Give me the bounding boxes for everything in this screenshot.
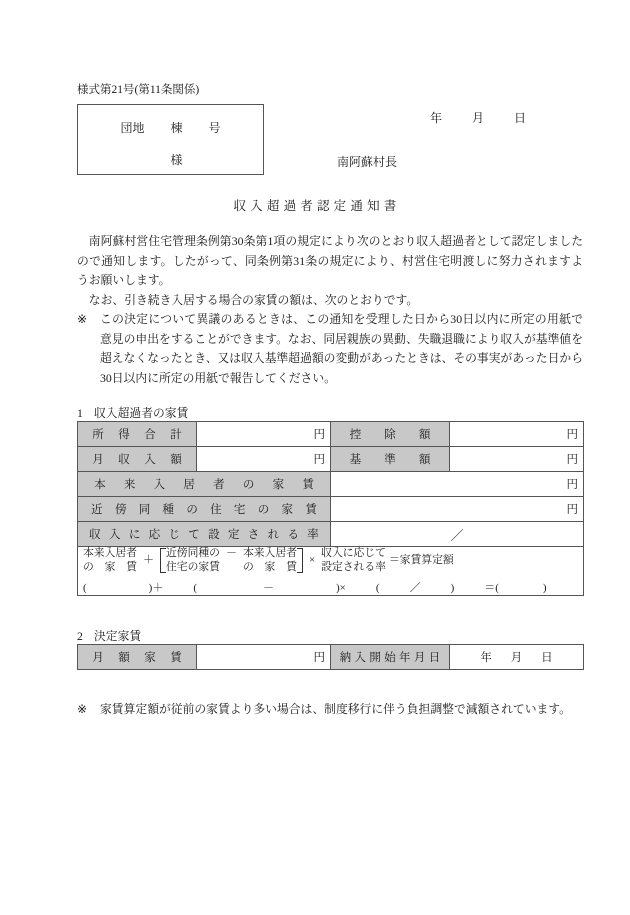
label-payment-start-date	[331, 645, 450, 670]
paren-1-open: (	[83, 582, 87, 594]
term-original-rent	[83, 547, 137, 574]
determined-rent-table	[77, 644, 584, 670]
operator-times: ×	[308, 553, 316, 566]
cell-char: の	[242, 479, 255, 491]
term-line-2: の 家 賃	[242, 560, 297, 573]
formula-blank-entry-line[interactable]	[83, 579, 578, 595]
input-total-income[interactable]: 円	[197, 422, 331, 447]
operator-plus: ＋	[142, 553, 154, 566]
term-original-rent-2	[243, 547, 297, 574]
section2-number: 2	[77, 629, 83, 643]
section2-title: 決定家賃	[94, 629, 142, 643]
cell-char: 宅	[233, 504, 246, 516]
term-line-1: 収入に応じて	[321, 547, 386, 559]
label-standard-amount	[331, 447, 450, 472]
rate-slash-icon: ／	[409, 582, 421, 594]
input-payment-start-date[interactable]	[450, 645, 584, 670]
payment-day-label: 日	[541, 652, 553, 664]
cell-char: る	[287, 529, 299, 541]
cell-char: 日	[428, 652, 441, 664]
cell-char: 来	[123, 479, 136, 491]
payment-month-label: 月	[510, 652, 523, 664]
cell-char: 年	[399, 652, 411, 664]
section2-heading	[77, 627, 141, 644]
cell-char: れ	[267, 529, 280, 541]
table-row	[78, 547, 584, 596]
addressee-honorific: 様	[170, 153, 183, 167]
label-total-income	[78, 422, 197, 447]
cell-char: 収	[89, 529, 101, 541]
cell-char: 種	[162, 504, 175, 516]
section1-heading	[77, 404, 188, 421]
table-row	[78, 472, 584, 497]
term-line-1: 本来入居者	[242, 547, 297, 559]
cell-char: 入	[354, 652, 367, 664]
cell-char: さ	[247, 529, 260, 541]
danchi-label: 団地	[120, 121, 145, 135]
notice-mark-icon: ※	[77, 312, 87, 326]
label-deduction-amount	[331, 422, 450, 447]
form-number: 様式第21号(第11条関係)	[77, 84, 200, 96]
cell-char: 賃	[170, 652, 182, 664]
label-original-resident-rent	[78, 472, 331, 497]
notice-block	[77, 310, 583, 388]
cell-char: 額	[170, 454, 182, 466]
body-paragraph-2: なお、引き続き入居する場合の家賃の額は、次のとおりです。	[88, 292, 419, 307]
cell-char: の	[186, 504, 198, 516]
date-day-label: 日	[514, 111, 527, 125]
footer-note-text: 家賃算定額が従前の家賃より多い場合は、制度移行に伴う負担調整で減額されています。	[100, 702, 571, 716]
cell-char: 本	[94, 479, 106, 491]
cell-char: 月	[413, 652, 426, 664]
footer-note	[77, 700, 583, 720]
table-row	[78, 522, 584, 547]
cell-char: 所	[92, 429, 104, 441]
cell-char: 入	[108, 529, 121, 541]
input-monthly-rent[interactable]: 円	[197, 645, 331, 670]
term-comparable-rent	[166, 547, 220, 574]
equals-open: ＝(	[484, 582, 499, 594]
rent-calculation-formula	[78, 547, 584, 596]
cell-char: 居	[183, 479, 195, 491]
paren-1-close: )＋	[148, 582, 164, 594]
cell-char: じ	[168, 529, 180, 541]
date-line	[430, 109, 526, 126]
term-line-1: 本来入居者	[83, 547, 137, 559]
operator-minus: －	[225, 547, 237, 559]
cell-char: 合	[144, 429, 156, 441]
date-year-label: 年	[430, 111, 443, 125]
building-label: 棟	[170, 121, 183, 135]
term-line-2: 設定される率	[321, 560, 386, 573]
cell-char: 得	[118, 429, 130, 441]
table-row	[78, 645, 584, 670]
cell-char: 納	[339, 652, 352, 664]
cell-char: 定	[227, 529, 240, 541]
footer-note-mark-icon: ※	[77, 702, 87, 716]
cell-char: 家	[144, 652, 156, 664]
input-deduction-amount[interactable]: 円	[450, 422, 584, 447]
cell-char: 除	[384, 429, 396, 441]
paren-2-open: (	[193, 582, 198, 594]
notice-text: この決定について異議のあるときは、この通知を受理した日から30日以内に所定の用紙で意見の申出をすることができます。なお、同居親族の異動、失職退職により収入が基準値を超えなくなったとき、又は収入基準超過額の変動があったときは、その事実があった日から30日以内に所定の用紙で報告してください。	[100, 312, 583, 385]
cell-char: 控	[349, 429, 362, 441]
paren-3-open: (	[375, 582, 380, 594]
input-standard-amount[interactable]: 円	[450, 447, 584, 472]
cell-char: 同	[138, 504, 151, 516]
term-line-2: の 家 賃	[83, 560, 137, 573]
cell-char: 率	[307, 529, 319, 541]
table-row	[78, 422, 584, 447]
cell-char: 基	[349, 454, 362, 466]
section1-number: 1	[77, 406, 83, 420]
formula-expression	[83, 547, 578, 574]
addressee-dwelling-line	[78, 119, 263, 136]
cell-char: 家	[272, 479, 285, 491]
table-row	[78, 447, 584, 472]
cell-char: 収	[118, 454, 130, 466]
cell-char: の	[257, 504, 270, 516]
unit-label: 号	[208, 121, 221, 135]
cell-char: 入	[153, 479, 166, 491]
cell-char: 傍	[114, 504, 127, 516]
bracket-group	[160, 547, 303, 574]
table-row	[78, 497, 584, 522]
input-comparable-housing-rent[interactable]: 円	[331, 497, 584, 522]
cell-char: 入	[144, 454, 156, 466]
term-line-2: 住宅の家賃	[165, 560, 220, 573]
page-title: 収入超過者認定通知書	[233, 199, 401, 213]
paren-2-close: )×	[336, 582, 346, 594]
cell-char: 額	[118, 652, 130, 664]
label-comparable-housing-rent	[78, 497, 331, 522]
body-text	[77, 232, 583, 310]
income-excess-rent-table	[77, 421, 584, 596]
label-monthly-income	[78, 447, 197, 472]
section1-title: 収入超過者の家賃	[94, 406, 189, 420]
cell-char: 近	[91, 504, 103, 516]
paren-3-close: )	[450, 582, 455, 594]
input-monthly-income[interactable]: 円	[197, 447, 331, 472]
cell-char: 応	[148, 529, 161, 541]
cell-char: 設	[208, 529, 220, 541]
cell-char: 計	[170, 429, 182, 441]
cell-char: 額	[418, 454, 431, 466]
label-income-based-rate	[78, 522, 331, 547]
cell-char: 者	[213, 479, 225, 491]
date-month-label: 月	[472, 111, 485, 125]
term-income-rate	[321, 547, 386, 574]
cell-char: 額	[418, 429, 431, 441]
cell-char: 月	[92, 454, 104, 466]
cell-char: 住	[210, 504, 222, 516]
cell-char: 賃	[305, 504, 317, 516]
input-original-resident-rent[interactable]: 円	[331, 472, 584, 497]
body-paragraph-1: 南阿蘇村営住宅管理条例第30条第1項の規定により次のとおり収入超過者として認定しましたので通知します。したがって、同条例第31条の規定により、村営住宅明渡しに努力されますようお願いします。	[77, 234, 583, 288]
cell-char: 準	[384, 454, 396, 466]
term-line-1: 近傍同種の	[165, 547, 220, 559]
label-monthly-rent	[78, 645, 197, 670]
cell-char: て	[188, 529, 200, 541]
cell-char: 月	[92, 652, 104, 664]
cell-char: 開	[369, 652, 381, 664]
addressee-box	[77, 104, 264, 175]
formula-result-label: ＝家賃算定額	[388, 553, 454, 566]
payment-year-label: 年	[480, 652, 492, 664]
operator-minus-blank: －	[263, 582, 275, 594]
issuer-name: 南阿蘇村長	[337, 155, 398, 169]
cell-char: 始	[384, 652, 396, 664]
cell-char: 賃	[302, 479, 314, 491]
paren-4-close: )	[542, 582, 547, 594]
cell-char: に	[128, 529, 141, 541]
cell-char: 家	[281, 504, 294, 516]
input-income-based-rate[interactable]: ／	[331, 522, 584, 547]
